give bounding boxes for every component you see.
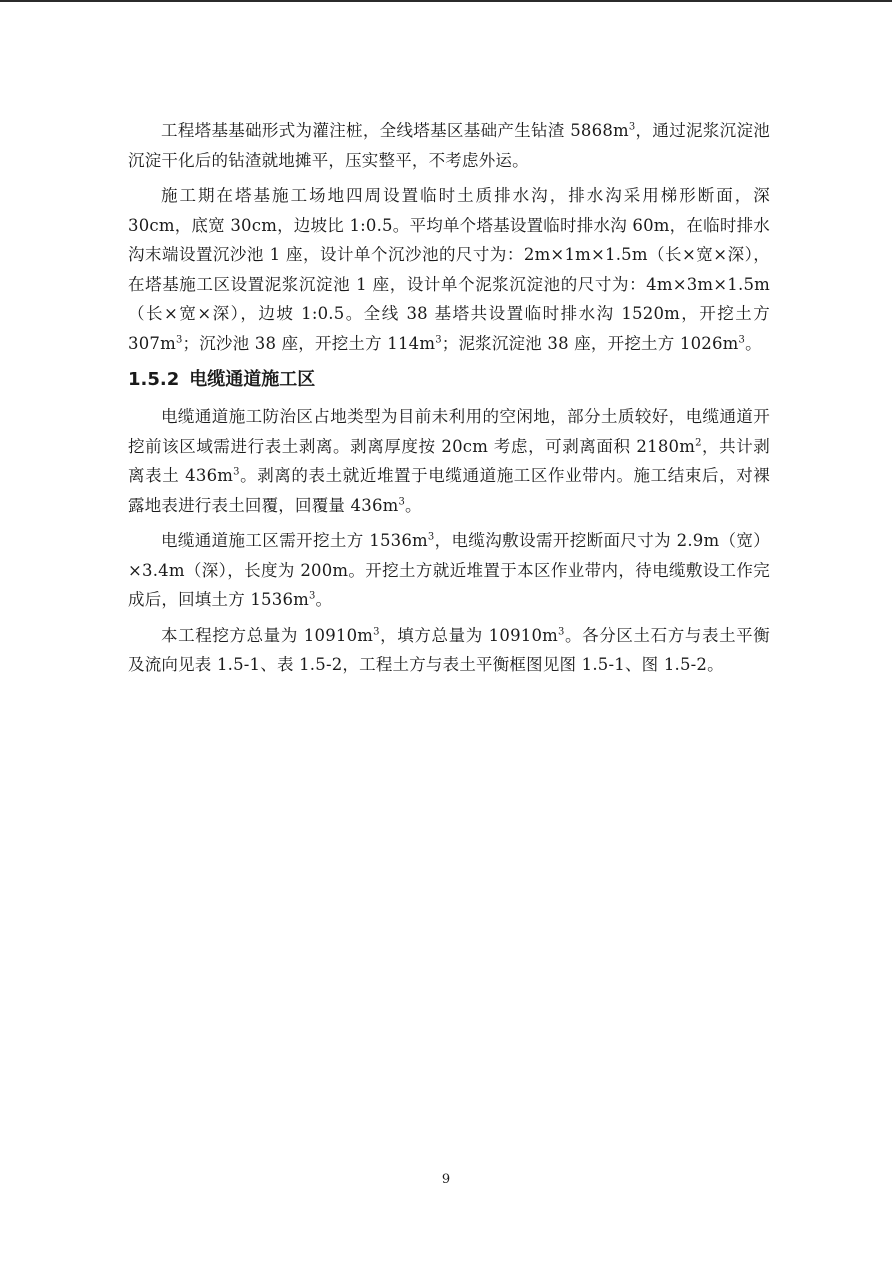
- text-run: 。: [745, 333, 762, 353]
- text-run: 。剥离的表土就近堆置于电缆通道施工区作业带内。施工结束后，对裸露地表进行表土回覆，回覆量 436m: [128, 466, 771, 515]
- body-paragraph: [128, 621, 770, 680]
- superscript: 3: [308, 590, 316, 602]
- text-run: 。: [405, 495, 422, 515]
- superscript: 3: [738, 334, 746, 345]
- superscript: 3: [233, 466, 240, 478]
- document-body: [128, 116, 770, 686]
- body-paragraph: [128, 526, 770, 615]
- text-run: 电缆通道施工防治区占地类型为目前未利用的空闲地，部分土质较好，电缆通道开挖前该区域需进行表土剥离。剥离厚度按 20cm 考虑，可剥离面积 2180m: [128, 407, 770, 456]
- section-number: 1.5.2: [128, 369, 180, 390]
- section-title: 电缆通道施工区: [189, 369, 316, 390]
- page-top-border: [0, 0, 892, 2]
- text-run: 工程塔基基础形式为灌注桩，全线塔基区基础产生钻渣 5868m: [161, 121, 629, 140]
- superscript: 3: [427, 531, 435, 543]
- text-run: 施工期在塔基施工场地四周设置临时土质排水沟，排水沟采用梯形断面，深 30cm，底宽 30cm，边坡比 1:0.5。平均单个塔基设置临时排水沟 60m，在临时排水沟末端设置沉沙池 1 座，设计单个沉沙池的尺寸为：2m×1m×1.5m（长×宽×深），在塔基施工区设置泥浆沉淀池 1 座，设计单个泥浆沉淀池的尺寸为：4m×3m×1.5m（长×宽×深），边坡 1:0.5。全线 38 基塔共设置临时排水沟 1520m，开挖土方 307m: [128, 186, 770, 353]
- body-paragraph: [128, 181, 770, 358]
- superscript: 3: [628, 121, 636, 133]
- superscript: 3: [373, 626, 380, 637]
- text-run: ；泥浆沉淀池 38 座，开挖土方 1026m: [441, 333, 739, 353]
- page-number: 9: [441, 1172, 451, 1187]
- text-run: ，填方总量为 10910m: [379, 625, 559, 645]
- body-paragraph: [128, 402, 770, 520]
- text-run: ，通过泥浆沉淀池沉淀干化后的钻渣就地摊平，压实整平，不考虑外运。: [128, 121, 770, 170]
- text-run: ，共计剥离表土 436m: [128, 436, 770, 485]
- superscript: 3: [175, 334, 183, 345]
- text-run: 。: [315, 590, 333, 609]
- text-run: 。各分区土石方与表土平衡及流向见表 1.5-1、表 1.5-2，工程土方与表土平衡框图见图 1.5-1、图 1.5-2。: [128, 625, 770, 674]
- text-run: ；沉沙池 38 座，开挖土方 114m: [182, 333, 436, 353]
- superscript: 2: [695, 437, 702, 448]
- text-run: ，电缆沟敷设需开挖断面尺寸为 2.9m（宽）×3.4m（深），长度为 200m。开挖土方就近堆置于本区作业带内，待电缆敷设工作完成后，回填土方 1536m: [128, 531, 771, 609]
- paragraph-group-after: [128, 402, 770, 680]
- superscript: 3: [435, 334, 442, 345]
- paragraph-group-before: [128, 116, 770, 358]
- superscript: 3: [398, 496, 406, 507]
- superscript: 3: [558, 626, 565, 637]
- text-run: 电缆通道施工区需开挖土方 1536m: [161, 531, 428, 550]
- text-run: 本工程挖方总量为 10910m: [161, 625, 374, 645]
- section-heading: [128, 364, 770, 396]
- body-paragraph: [128, 116, 770, 175]
